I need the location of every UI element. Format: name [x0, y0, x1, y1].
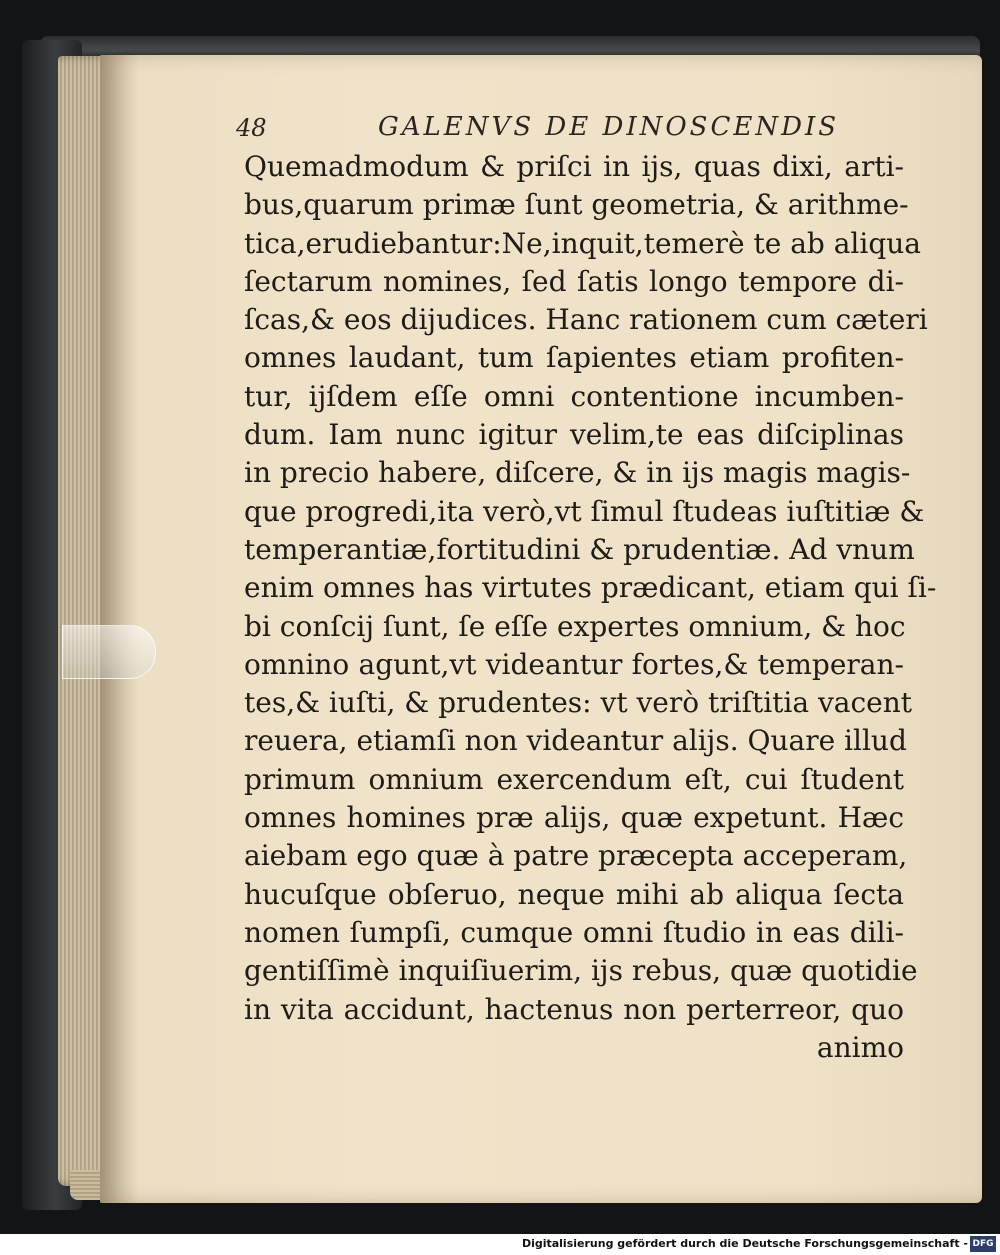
text-line: tica,erudiebantur:Ne,inquit,temerè te ab aliqua	[244, 226, 921, 260]
dfg-logo: DFG	[970, 1236, 996, 1252]
text-line: enim omnes has virtutes prædicant, etiam qui ſi-	[244, 571, 937, 605]
page-number: 48	[236, 114, 267, 142]
digitization-footer	[0, 1234, 1000, 1255]
page-marker-slip	[62, 625, 156, 679]
text-line: reuera, etiamſi non videantur alijs. Quare illud	[244, 724, 907, 758]
text-line: gentiſſimè inquiſiuerim, ijs rebus, quæ quotidie	[244, 954, 918, 988]
text-line: nomen ſumpſi, cumque omni ſtudio in eas dili-	[244, 915, 904, 949]
text-line: tur, ijſdem eſſe omni contentione incumben-	[244, 379, 904, 413]
running-head-title: GALENVS DE DINOSCENDIS	[378, 112, 840, 142]
text-line: temperantiæ,fortitudini & prudentiæ. Ad vnum	[244, 532, 915, 566]
text-line: bi conſcij ſunt, ſe eſſe expertes omnium, & hoc	[244, 609, 906, 643]
running-head	[236, 110, 840, 144]
text-line: dum. Iam nunc igitur velim,te eas diſciplinas	[244, 418, 904, 452]
footer-credit: Digitalisierung gefördert durch die Deutsche Forschungsgemeinschaft -	[521, 1237, 968, 1250]
text-line: bus,quarum primæ ſunt geometria, & arithme-	[244, 188, 909, 222]
text-line: Quemadmodum & priſci in ijs, quas dixi, arti-	[244, 150, 904, 183]
text-line: ſcas,& eos dijudices. Hanc rationem cum cæteri	[244, 303, 928, 337]
text-line: que progredi,ita verò,vt ſimul ſtudeas iuſtitiæ &	[244, 494, 925, 528]
text-line: in precio habere, diſcere, & in ijs magis magis-	[244, 456, 911, 490]
text-line: aiebam ego quæ à patre præcepta acceperam,	[244, 839, 908, 873]
text-line: tes,& iuſti, & prudentes: vt verò triſtitia vacent	[244, 686, 913, 720]
text-line: omnes homines præ alijs, quæ expetunt. Hæc	[244, 801, 904, 835]
text-line: primum omnium exercendum eſt, cui ſtudent	[244, 762, 904, 796]
text-line: ſectarum nomines, ſed ſatis longo tempore di-	[244, 264, 904, 298]
text-line: omnes laudant, tum ſapientes etiam profiten-	[244, 341, 904, 375]
text-line: omnino agunt,vt videantur fortes,& temperan-	[244, 647, 904, 681]
text-line: hucuſque obſeruo, neque mihi ab aliqua ſecta	[244, 877, 904, 911]
catchword: animo	[816, 1030, 904, 1064]
body-text	[244, 148, 937, 1067]
text-line: in vita accidunt, hactenus non perterreor, quo	[244, 992, 904, 1026]
